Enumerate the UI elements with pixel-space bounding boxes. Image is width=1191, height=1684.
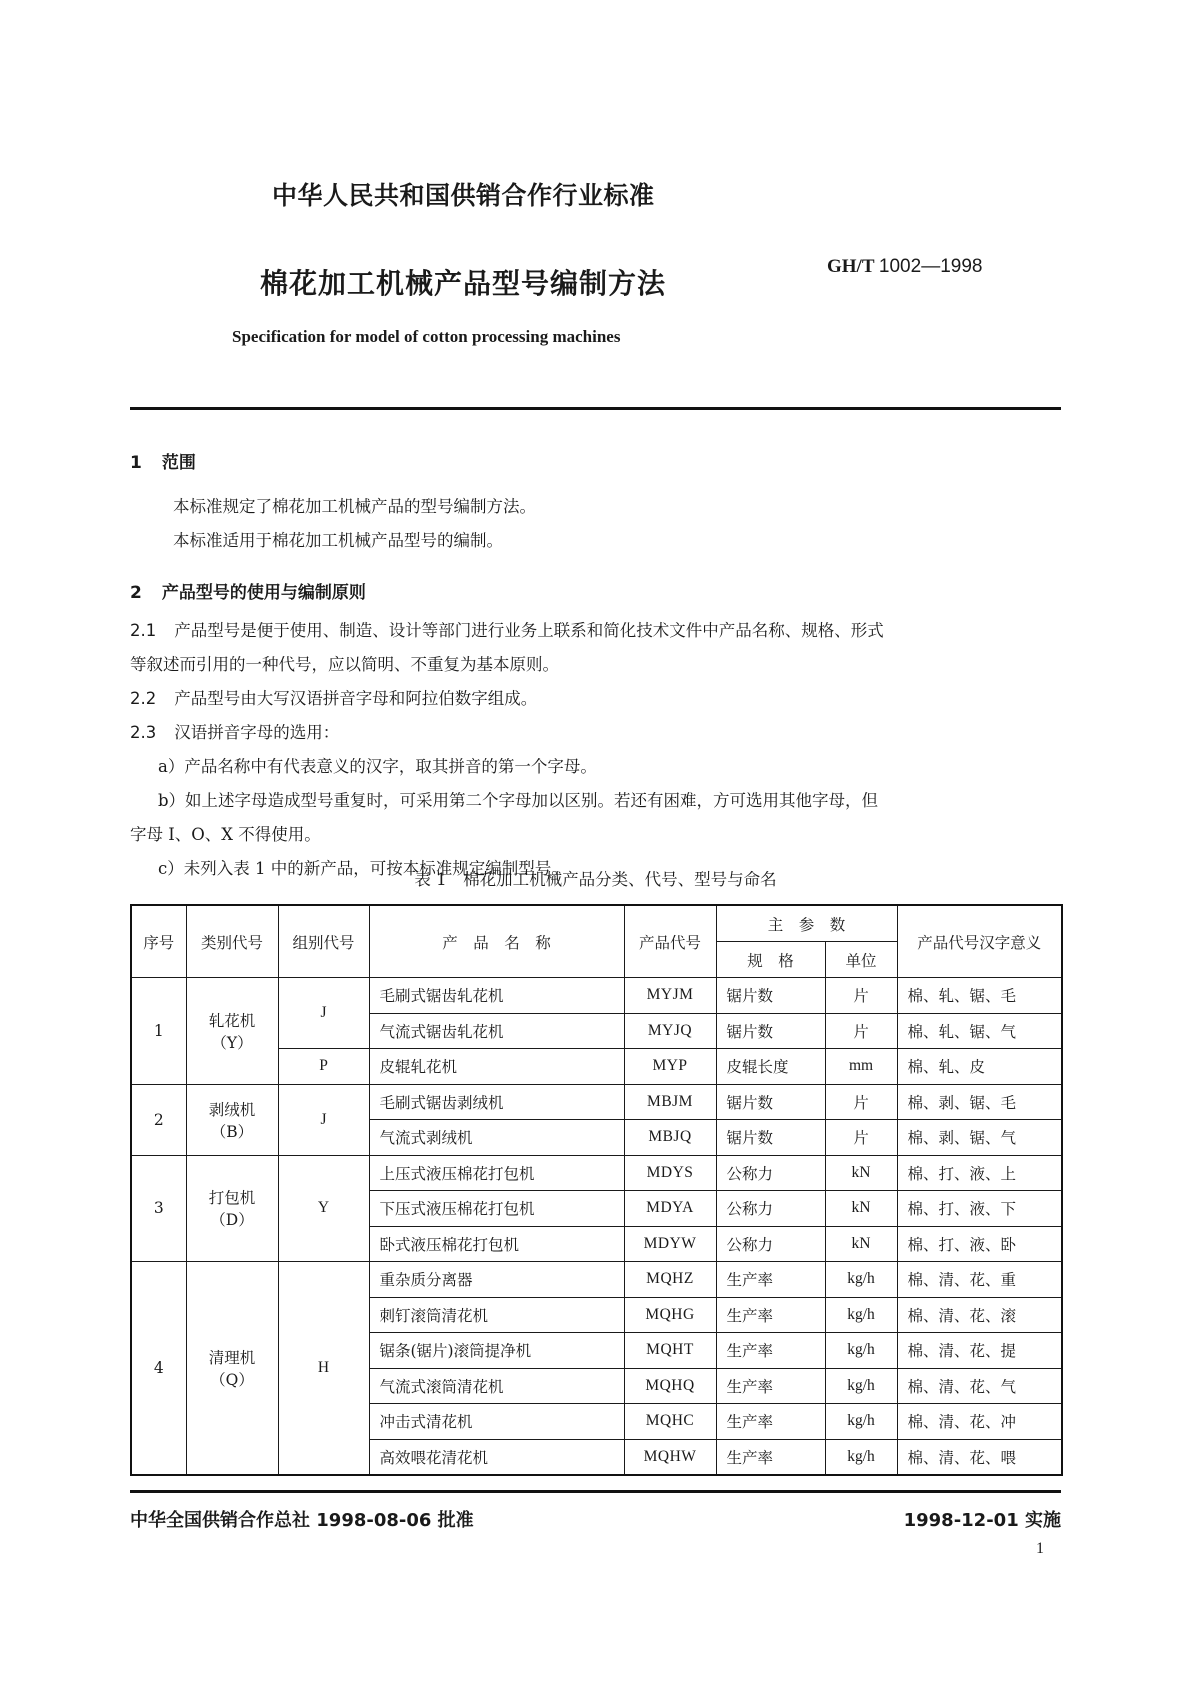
clause-2-3 — [130, 716, 339, 750]
section-2-heading — [130, 578, 366, 603]
cell-product-code: MQHC — [624, 1404, 716, 1440]
cell-product-name: 冲击式清花机 — [369, 1404, 624, 1440]
page-number: 1 — [1036, 1540, 1044, 1557]
cell-spec: 生产率 — [716, 1404, 825, 1440]
header-unit: 单位 — [825, 942, 897, 978]
header-code-meaning: 产品代号汉字意义 — [897, 905, 1062, 978]
cell-seq: 4 — [131, 1262, 186, 1476]
subclause-b: b）如上述字母造成型号重复时，可采用第二个字母加以区别。若还有困难，方可选用其他字母，但 — [158, 791, 879, 810]
cell-spec: 皮辊长度 — [716, 1049, 825, 1085]
cell-unit: kg/h — [825, 1368, 897, 1404]
paragraph: 本标准规定了棉花加工机械产品的型号编制方法。 — [173, 497, 536, 516]
cell-code-meaning: 棉、清、花、滚 — [897, 1297, 1062, 1333]
cell-product-name: 上压式液压棉花打包机 — [369, 1155, 624, 1191]
standard-code-prefix: GH/T — [827, 256, 875, 277]
header-spec: 规 格 — [716, 942, 825, 978]
cell-unit: kg/h — [825, 1297, 897, 1333]
cell-category: 清理机 （Q） — [186, 1262, 278, 1476]
cell-group-code: P — [278, 1049, 369, 1085]
standard-number — [827, 256, 982, 278]
clause-text: 汉语拼音字母的选用： — [174, 723, 340, 742]
cell-code-meaning: 棉、清、花、提 — [897, 1333, 1062, 1369]
effective-date: 1998-12-01 实施 — [903, 1510, 1061, 1531]
cell-product-name: 气流式剥绒机 — [369, 1120, 624, 1156]
section-title: 产品型号的使用与编制原则 — [161, 583, 366, 603]
section-1-heading — [130, 448, 196, 473]
cell-spec: 生产率 — [716, 1333, 825, 1369]
cell-spec: 锯片数 — [716, 1084, 825, 1120]
cell-spec: 锯片数 — [716, 1120, 825, 1156]
clause-number: 2.3 — [130, 723, 157, 742]
subclause-a: a）产品名称中有代表意义的汉字，取其拼音的第一个字母。 — [158, 757, 597, 776]
cell-seq: 3 — [131, 1155, 186, 1262]
cell-spec: 锯片数 — [716, 1013, 825, 1049]
cell-product-name: 皮辊轧花机 — [369, 1049, 624, 1085]
header-product-code: 产品代号 — [624, 905, 716, 978]
cell-unit: 片 — [825, 1013, 897, 1049]
cell-product-name: 锯条(锯片)滚筒提净机 — [369, 1333, 624, 1369]
cell-product-name: 气流式滚筒清花机 — [369, 1368, 624, 1404]
cell-unit: kN — [825, 1226, 897, 1262]
header-main-params: 主 参 数 — [716, 905, 897, 942]
cell-spec: 锯片数 — [716, 978, 825, 1014]
clause-2-1 — [130, 614, 884, 648]
cell-product-name: 卧式液压棉花打包机 — [369, 1226, 624, 1262]
header-product-name: 产 品 名 称 — [369, 905, 624, 978]
cell-spec: 公称力 — [716, 1155, 825, 1191]
cell-group-code: J — [278, 1084, 369, 1155]
cell-group-code: J — [278, 978, 369, 1049]
cell-code-meaning: 棉、打、液、卧 — [897, 1226, 1062, 1262]
cell-category: 剥绒机 （B） — [186, 1084, 278, 1155]
document-title: 棉花加工机械产品型号编制方法 — [260, 267, 667, 300]
cell-product-name: 气流式锯齿轧花机 — [369, 1013, 624, 1049]
paragraph: 本标准适用于棉花加工机械产品型号的编制。 — [173, 531, 503, 550]
cell-product-name: 下压式液压棉花打包机 — [369, 1191, 624, 1227]
cell-seq: 1 — [131, 978, 186, 1085]
cell-product-code: MYJM — [624, 978, 716, 1014]
clause-text: 产品型号由大写汉语拼音字母和阿拉伯数字组成。 — [174, 689, 538, 708]
cell-code-meaning: 棉、轧、锯、气 — [897, 1013, 1062, 1049]
cell-product-code: MQHQ — [624, 1368, 716, 1404]
cell-product-code: MQHG — [624, 1297, 716, 1333]
clause-number: 2.2 — [130, 689, 157, 708]
clause-text: 产品型号是便于使用、制造、设计等部门进行业务上联系和简化技术文件中产品名称、规格、形式 — [174, 621, 884, 640]
subclause-b-continued: 字母 I、O、X 不得使用。 — [130, 825, 321, 844]
table-row — [131, 978, 1062, 1014]
cell-spec: 生产率 — [716, 1368, 825, 1404]
header-seq: 序号 — [131, 905, 186, 978]
cell-spec: 生产率 — [716, 1262, 825, 1298]
cell-spec: 公称力 — [716, 1226, 825, 1262]
cell-category: 轧花机 （Y） — [186, 978, 278, 1085]
cell-spec: 公称力 — [716, 1191, 825, 1227]
product-classification-table — [130, 904, 1063, 1476]
cell-product-name: 刺钉滚筒清花机 — [369, 1297, 624, 1333]
clause-2-2 — [130, 682, 537, 716]
english-title: Specification for model of cotton processing machines — [232, 327, 621, 346]
cell-product-name: 高效喂花清花机 — [369, 1439, 624, 1475]
cell-code-meaning: 棉、清、花、冲 — [897, 1404, 1062, 1440]
cell-product-code: MDYS — [624, 1155, 716, 1191]
cell-group-code: Y — [278, 1155, 369, 1262]
subclause-c: c）未列入表 1 中的新产品，可按本标准规定编制型号。 — [158, 859, 568, 878]
approval-statement: 中华全国供销合作总社 1998-08-06 批准 — [130, 1510, 474, 1531]
cell-code-meaning: 棉、打、液、下 — [897, 1191, 1062, 1227]
cell-product-name: 毛刷式锯齿剥绒机 — [369, 1084, 624, 1120]
cell-code-meaning: 棉、清、花、气 — [897, 1368, 1062, 1404]
cell-unit: kg/h — [825, 1439, 897, 1475]
section-number: 1 — [130, 453, 142, 473]
table-header-row — [131, 905, 1062, 942]
cell-spec: 生产率 — [716, 1297, 825, 1333]
cell-unit: mm — [825, 1049, 897, 1085]
cell-product-code: MYP — [624, 1049, 716, 1085]
section-title: 范围 — [161, 453, 196, 473]
cell-unit: kg/h — [825, 1333, 897, 1369]
standard-code-number: 1002—1998 — [878, 256, 983, 277]
cell-code-meaning: 棉、轧、锯、毛 — [897, 978, 1062, 1014]
cell-unit: kN — [825, 1155, 897, 1191]
cell-group-code: H — [278, 1262, 369, 1476]
footer-divider — [130, 1490, 1061, 1493]
cell-code-meaning: 棉、剥、锯、气 — [897, 1120, 1062, 1156]
cell-product-code: MQHZ — [624, 1262, 716, 1298]
header-category-code: 类别代号 — [186, 905, 278, 978]
cell-category: 打包机 （D） — [186, 1155, 278, 1262]
cell-code-meaning: 棉、清、花、喂 — [897, 1439, 1062, 1475]
header-divider — [130, 407, 1061, 410]
cell-unit: 片 — [825, 1120, 897, 1156]
cell-product-code: MDYW — [624, 1226, 716, 1262]
cell-product-code: MBJM — [624, 1084, 716, 1120]
table-row — [131, 1084, 1062, 1120]
cell-unit: 片 — [825, 978, 897, 1014]
cell-code-meaning: 棉、剥、锯、毛 — [897, 1084, 1062, 1120]
clause-2-1-continued: 等叙述而引用的一种代号，应以简明、不重复为基本原则。 — [130, 655, 559, 674]
cell-code-meaning: 棉、打、液、上 — [897, 1155, 1062, 1191]
cell-product-code: MQHT — [624, 1333, 716, 1369]
cell-product-code: MDYA — [624, 1191, 716, 1227]
header-group-code: 组别代号 — [278, 905, 369, 978]
table-row — [131, 1155, 1062, 1191]
clause-number: 2.1 — [130, 621, 157, 640]
table-caption: 表 1 棉花加工机械产品分类、代号、型号与命名 — [414, 870, 777, 889]
cell-seq: 2 — [131, 1084, 186, 1155]
cell-unit: kg/h — [825, 1404, 897, 1440]
cell-unit: kg/h — [825, 1262, 897, 1298]
cell-spec: 生产率 — [716, 1439, 825, 1475]
standard-org-header: 中华人民共和国供销合作行业标准 — [272, 181, 655, 210]
cell-product-name: 重杂质分离器 — [369, 1262, 624, 1298]
section-number: 2 — [130, 583, 142, 603]
cell-unit: 片 — [825, 1084, 897, 1120]
cell-product-code: MQHW — [624, 1439, 716, 1475]
table-row — [131, 1262, 1062, 1298]
cell-product-name: 毛刷式锯齿轧花机 — [369, 978, 624, 1014]
cell-product-code: MBJQ — [624, 1120, 716, 1156]
cell-code-meaning: 棉、清、花、重 — [897, 1262, 1062, 1298]
cell-code-meaning: 棉、轧、皮 — [897, 1049, 1062, 1085]
cell-unit: kN — [825, 1191, 897, 1227]
cell-product-code: MYJQ — [624, 1013, 716, 1049]
